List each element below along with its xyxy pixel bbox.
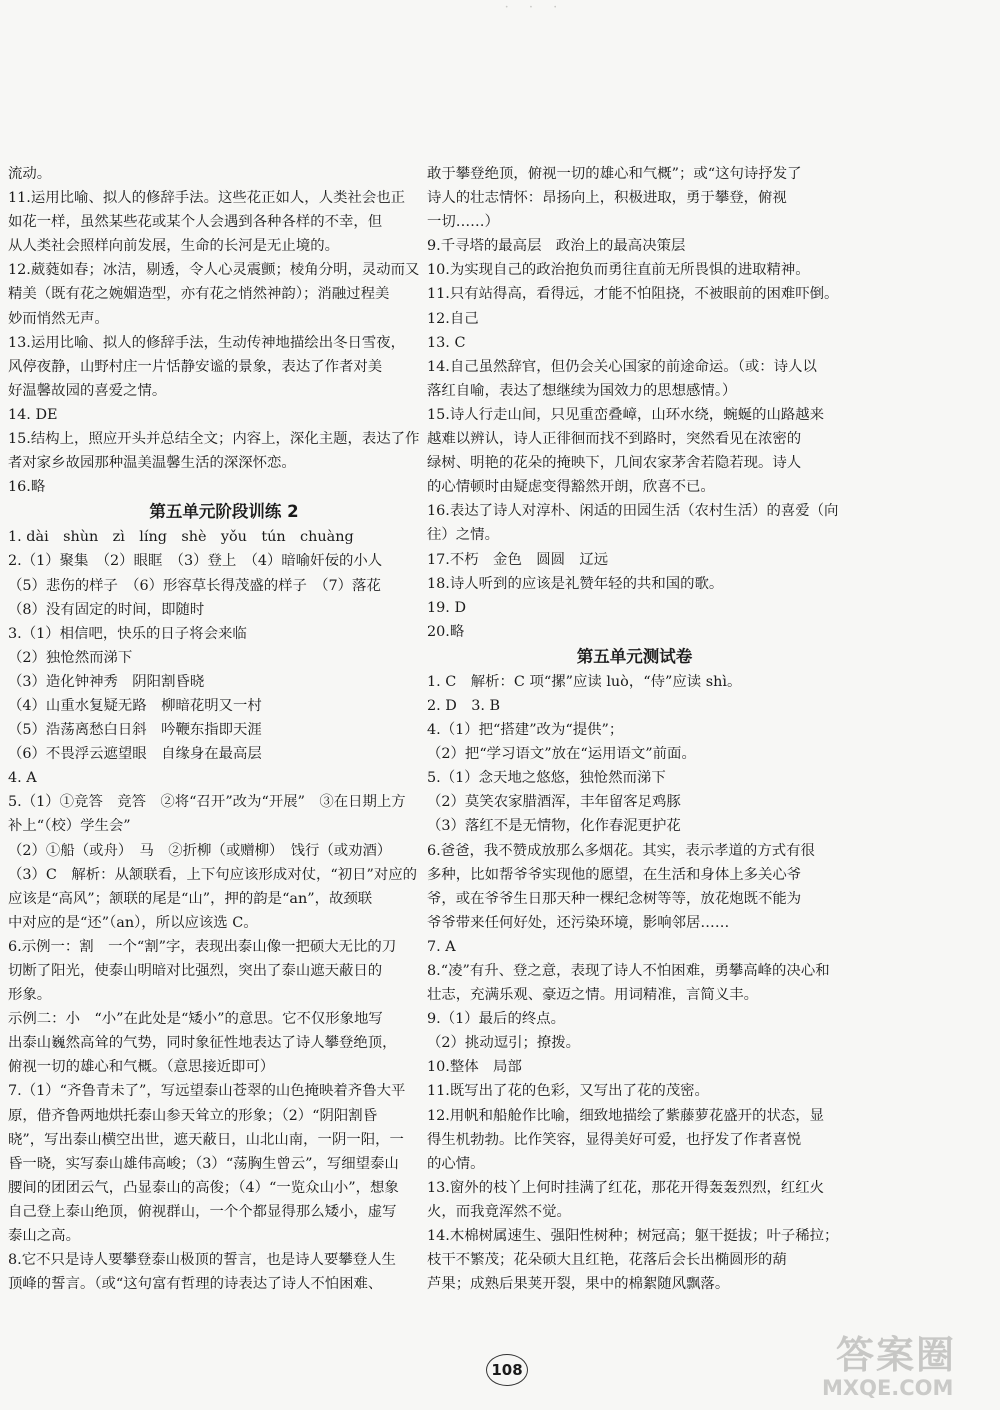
answer-line: 得生机勃勃。比作笑容，显得美好可爱，也抒发了作者喜悦 (427, 1131, 802, 1148)
answer-line: 11.只有站得高，看得远，才能不怕阻挠，不被眼前的困难吓倒。 (427, 286, 839, 303)
answer-line: 敢于攀登绝顶，俯视一切的雄心和气概”；或“这句诗抒发了 (427, 166, 802, 182)
answer-line: 自己登上泰山绝顶，俯视群山，一个个都显得那么矮小，虚写 (8, 1203, 397, 1220)
section-title: 第五单元阶段训练 2 (149, 502, 299, 522)
answer-line: 壮志，充满乐观、豪迈之情。用词精准，言简义丰。 (427, 987, 758, 1004)
answer-line: 火，而我竟浑然不觉。 (427, 1203, 571, 1220)
answer-line: 晓”，写出泰山横空出世，遮天蔽日，山北山南，一阴一阳，一 (8, 1131, 404, 1148)
answer-line: 1. C 解析：C 项“摞”应读 luò，“侍”应读 shì。 (427, 673, 742, 690)
answer-line: 应该是“高风”；颔联的尾是“山”，押的韵是“an”，故颈联 (8, 890, 373, 907)
answer-line: （2）莫笑农家腊酒浑，丰年留客足鸡豚 (427, 794, 681, 811)
answer-line: 3.（1）相信吧，快乐的日子将会来临 (8, 625, 247, 642)
answer-line: 妙而悄然无声。 (8, 310, 109, 327)
answer-line: 12.葳蕤如春；冰洁，剔透，令人心灵震颤；棱角分明，灵动而又 (8, 262, 420, 279)
section-title: 第五单元测试卷 (576, 646, 693, 666)
answer-line: 往）之情。 (427, 527, 499, 544)
answer-line: 1. dài shùn zì líng shè yǒu tún chuàng (8, 529, 354, 546)
answer-line: 11.运用比喻、拟人的修辞手法。这些花正如人，人类社会也正 (8, 190, 406, 207)
answer-line: 诗人的壮志情怀：昂扬向上，积极进取，勇于攀登，俯视 (427, 190, 787, 207)
answer-line: （2）①船（或舟） 马 ②折柳（或赠柳） 饯行（或劝酒） (8, 842, 392, 859)
answer-line: （4）山重水复疑无路 柳暗花明又一村 (8, 697, 262, 714)
left-column (8, 162, 440, 1296)
answer-line: 切断了阳光，使泰山明暗对比强烈，突出了泰山遮天蔽日的 (8, 963, 383, 979)
answer-line: 11.既写出了花的色彩，又写出了花的茂密。 (427, 1083, 709, 1100)
answer-line: 俯视一切的雄心和气概。（意思接近即可） (8, 1059, 275, 1076)
answer-line: （2）把“学习语文”放在“运用语文”前面。 (427, 746, 696, 763)
answer-line: 的心情顿时由疑虑变得豁然开朗，欣喜不已。 (427, 479, 715, 496)
answer-line: 2. D 3. B (427, 697, 501, 714)
answer-line: 风停夜静，山野村庄一片恬静安谧的景象，表达了作者对美 (8, 358, 383, 375)
answer-line: 爷，或在爷爷生日那天种一棵纪念树等等，放花炮既不能为 (427, 890, 802, 907)
answer-line: 出泰山巍然高耸的气势，同时象征性地表达了诗人攀登绝顶， (8, 1035, 397, 1052)
answer-line: 12.自己 (427, 310, 479, 327)
answer-line: 7. A (427, 938, 456, 955)
answer-line: 8.它不只是诗人要攀登泰山极顶的誓言，也是诗人要攀登人生 (8, 1252, 396, 1269)
answer-line: 腰间的团团云气，凸显泰山的高俊；（4）“一览众山小”，想象 (8, 1179, 399, 1196)
answer-line: 落红自喻，表达了想继续为国效力的思想感情。） (427, 382, 737, 399)
answer-line: 绿树、明艳的花朵的掩映下，几间农家茅舍若隐若现。诗人 (427, 455, 802, 472)
answer-line: （5）悲伤的样子 （6）形容草长得茂盛的样子 （7）落花 (8, 577, 381, 594)
answer-line: （2）挑动逗引；撩拨。 (427, 1035, 581, 1052)
answer-line: 2.（1）聚集 （2）眼眶 （3）登上 （4）暗喻奸佞的小人 (8, 553, 383, 570)
answer-line: 原，借齐鲁两地烘托泰山参天耸立的形象；（2）“阴阳割昏 (8, 1107, 378, 1124)
answer-line: 中对应的是“还”（an），所以应该选 C。 (8, 914, 258, 931)
answer-line: （3）C 解析：从颔联看，上下句应该形成对仗，“初日”对应的 (8, 866, 418, 883)
answer-line: 从人类社会照样向前发展，生命的长河是无止境的。 (8, 238, 339, 255)
answer-line: 13. C (427, 334, 466, 351)
answer-line: 昏一晓，实写泰山雄伟高峻；（3）“荡胸生曾云”，写细望泰山 (8, 1155, 399, 1172)
answer-line: 15.结构上，照应开头并总结全文；内容上，深化主题，表达了作 (8, 431, 420, 448)
answer-line: 5.（1）①竞答 竞答 ②将“召开”改为“开展” ③在日期上方 (8, 794, 406, 811)
answer-line: 16.略 (8, 479, 46, 496)
answer-line: 17.不朽 金色 圆圆 辽远 (427, 551, 609, 568)
answer-line: （3）落红不是无情物，化作春泥更护花 (427, 818, 681, 835)
page-number: 108 (486, 1354, 528, 1386)
answer-line: 的心情。 (427, 1155, 485, 1172)
answer-line: 4.（1）把“搭建”改为“提供”； (427, 722, 624, 739)
answer-line: （8）没有固定的时间，即随时 (8, 601, 205, 618)
answer-line: （2）独怆然而涕下 (8, 649, 133, 666)
answer-line: 多种，比如帮爷爷实现他的愿望，在生活和身体上多关心爷 (427, 866, 802, 883)
answer-line: 6.爸爸，我不赞成放那么多烟花。其实，表示孝道的方式有很 (427, 842, 815, 859)
right-column (427, 162, 842, 1296)
answer-line: 芦果；成熟后果荚开裂，果中的棉絮随风飘落。 (427, 1276, 730, 1293)
answer-line: 越难以辨认，诗人正徘徊而找不到路时，突然看见在浓密的 (427, 431, 802, 448)
answer-line: 好温馨故园的喜爱之情。 (8, 382, 167, 399)
answer-line: 13.运用比喻、拟人的修辞手法，生动传神地描绘出冬日雪夜， (8, 334, 406, 351)
watermark-logo (818, 1320, 994, 1406)
answer-line: 示例二：小 “小”在此处是“矮小”的意思。它不仅形象地写 (8, 1011, 383, 1028)
answer-line: 流动。 (8, 166, 52, 182)
answer-line: 者对家乡故园那种温美温馨生活的深深怀恋。 (8, 455, 296, 472)
answer-line: 补上“（校）学生会” (8, 818, 131, 835)
answer-line: 7.（1）“齐鲁青未了”，写远望泰山苍翠的山色掩映着齐鲁大平 (8, 1083, 406, 1100)
answer-line: 9.千寻塔的最高层 政治上的最高决策层 (427, 238, 686, 255)
answer-line: 16.表达了诗人对淳朴、闲适的田园生活（农村生活）的喜爱（向 (427, 503, 839, 520)
watermark-logo-text: 答案圈 (836, 1333, 957, 1377)
answer-line: （6）不畏浮云遮望眼 自缘身在最高层 (8, 746, 262, 763)
header-mark: · · · (504, 0, 566, 15)
answer-line: 14.自己虽然辞官，但仍会关心国家的前途命运。（或：诗人以 (427, 358, 817, 375)
answer-line: 18.诗人听到的应该是礼赞年轻的共和国的歌。 (427, 575, 724, 592)
answer-line: 14.木棉树属速生、强阳性树种；树冠高；躯干挺拔；叶子稀拉； (427, 1228, 839, 1245)
answer-line: （5）浩荡离愁白日斜 吟鞭东指即天涯 (8, 722, 262, 739)
answer-line: 15.诗人行走山间，只见重峦叠嶂，山环水绕，蜿蜒的山路越来 (427, 406, 825, 423)
answer-line: （3）造化钟神秀 阴阳割昏晓 (8, 673, 205, 690)
answer-line: 10.为实现自己的政治抱负而勇往直前无所畏惧的进取精神。 (427, 262, 810, 279)
answer-line: 爷爷带来任何好处，还污染环境，影响邻居…… (427, 914, 730, 931)
answer-line: 12.用帆和船舱作比喻，细致地描绘了紫藤萝花盛开的状态，显 (427, 1107, 825, 1124)
answer-line: 14. DE (8, 406, 58, 423)
answer-line: 10.整体 局部 (427, 1059, 522, 1076)
answer-line: 一切……） (427, 214, 499, 231)
answer-line: 泰山之高。 (8, 1228, 80, 1245)
answer-line: 4. A (8, 770, 37, 787)
answer-line: 13.窗外的枝丫上何时挂满了红花，那花开得轰轰烈烈，红红火 (427, 1179, 825, 1196)
answer-line: 枝干不繁茂；花朵硕大且红艳，花落后会长出椭圆形的葫 (427, 1252, 787, 1269)
answer-line: 形象。 (8, 987, 52, 1004)
answer-line: 如花一样，虽然某些花或某个人会遇到各种各样的不幸，但 (8, 214, 383, 231)
answer-line: 19. D (427, 599, 466, 616)
answer-line: 20.略 (427, 623, 465, 640)
watermark-url: MXQE.COM (822, 1376, 954, 1400)
answer-line: 8.“凌”有升、登之意，表现了诗人不怕困难，勇攀高峰的决心和 (427, 963, 830, 979)
answer-line: 5.（1）念天地之悠悠，独怆然而涕下 (427, 770, 666, 787)
answer-line: 9.（1）最后的终点。 (427, 1011, 566, 1028)
answer-line: 6.示例一：割 一个“割”字，表现出泰山像一把硕大无比的刀 (8, 938, 397, 955)
answer-line: 精美（既有花之婉媚造型，亦有花之悄然神韵）；消融过程美 (8, 286, 390, 303)
answer-line: 顶峰的誓言。（或“这句富有哲理的诗表达了诗人不怕困难、 (8, 1276, 383, 1293)
